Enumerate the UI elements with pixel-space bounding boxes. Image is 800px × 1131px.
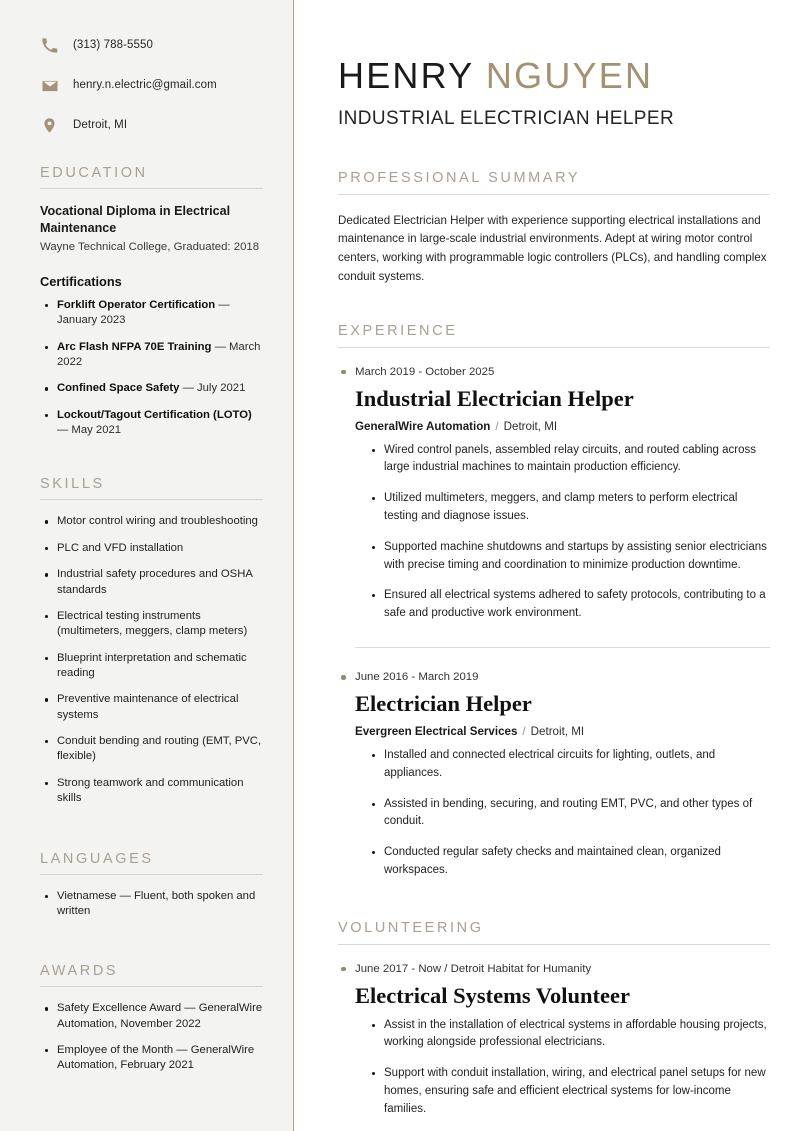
page-title — [338, 56, 770, 96]
list-item — [56, 340, 263, 371]
certification-name: Lockout/Tagout Certification (LOTO) — [57, 408, 252, 421]
contact-phone — [40, 36, 263, 55]
skills-divider — [40, 499, 263, 500]
entry-bullets — [338, 442, 770, 624]
section-languages — [40, 851, 263, 920]
entry-date: June 2017 - Now / Detroit Habitat for Humanity — [355, 962, 770, 977]
certifications-heading: Certifications — [40, 273, 122, 289]
entry-bullets — [338, 747, 770, 880]
list-item: Motor control wiring and troubleshooting — [56, 514, 263, 529]
experience-entry — [338, 365, 770, 623]
organization-name: Evergreen Electrical Services — [355, 724, 518, 738]
job-title: INDUSTRIAL ELECTRICIAN HELPER — [338, 107, 675, 129]
list-item: Installed and connected electrical circuits for lighting, outlets, and appliances. — [384, 747, 770, 783]
entry-title: Industrial Electrician Helper — [355, 385, 634, 411]
entry-date: March 2019 - October 2025 — [355, 365, 770, 380]
awards-divider — [40, 986, 263, 987]
certification-date: — May 2021 — [57, 424, 122, 437]
entry-location: Detroit, MI — [503, 419, 558, 433]
entry-date: June 2016 - March 2019 — [355, 670, 770, 685]
list-item — [56, 298, 263, 329]
main-content — [294, 0, 800, 1131]
email-text: henry.n.electric@gmail.com — [73, 79, 217, 92]
summary-heading: PROFESSIONAL SUMMARY — [338, 169, 581, 186]
list-item: Safety Excellence Award — GeneralWire Automation, November 2022 — [56, 1001, 263, 1032]
list-item: Vietnamese — Fluent, both spoken and written — [56, 889, 263, 920]
entry-bullets — [338, 1017, 770, 1119]
section-professional-summary — [338, 170, 770, 287]
education-heading: EDUCATION — [40, 165, 148, 181]
education-school: Wayne Technical College, Graduated: 2018 — [40, 241, 260, 254]
list-item: PLC and VFD installation — [56, 541, 263, 556]
location-text: Detroit, MI — [73, 119, 128, 132]
list-item: Electrical testing instruments (multimeters, meggers, clamp meters) — [56, 609, 263, 640]
list-item — [56, 408, 263, 439]
list-item: Utilized multimeters, meggers, and clamp meters to perform electrical testing and diagnose issues. — [384, 490, 770, 526]
contact-email — [40, 76, 263, 95]
entry-title: Electrician Helper — [355, 690, 532, 716]
section-experience — [338, 323, 770, 880]
first-name: HENRY — [338, 55, 474, 96]
education-divider — [40, 188, 263, 189]
entry-separator — [355, 647, 770, 648]
map-pin-icon — [40, 116, 59, 135]
section-skills — [40, 476, 263, 806]
list-item: Support with conduit installation, wiring, and electrical panel setups for new homes, ensuring safe and efficient electrical systems for low-income families. — [384, 1065, 770, 1118]
volunteering-entry — [338, 962, 770, 1119]
section-volunteering — [338, 920, 770, 1119]
list-item: Ensured all electrical systems adhered to safety protocols, contributing to a safe and productive work environment. — [384, 587, 770, 623]
certification-date: — July 2021 — [182, 382, 246, 395]
volunteering-heading: VOLUNTEERING — [338, 919, 484, 936]
awards-heading: AWARDS — [40, 963, 119, 980]
languages-heading: LANGUAGES — [40, 850, 154, 867]
list-item: Preventive maintenance of electrical systems — [56, 692, 263, 723]
summary-text: Dedicated Electrician Helper with experience supporting electrical installations and maintenance in large-scale industrial environments. Adept at wiring motor control centers, working with programmable logic controllers (PLCs), and handling complex conduit systems. — [338, 213, 767, 283]
list-item — [56, 381, 263, 396]
phone-text: (313) 788-5550 — [73, 39, 154, 52]
summary-divider — [338, 194, 770, 195]
certifications-list — [40, 298, 263, 439]
sidebar — [0, 0, 294, 1131]
certification-name: Arc Flash NFPA 70E Training — [57, 340, 212, 353]
organization-name: GeneralWire Automation — [355, 419, 491, 433]
languages-list — [40, 889, 263, 920]
volunteering-divider — [338, 944, 770, 945]
list-item: Wired control panels, assembled relay circuits, and routed cabling across large industrial machines to maintain production efficiency. — [384, 442, 770, 478]
section-awards — [40, 963, 263, 1073]
envelope-icon — [40, 76, 59, 95]
education-degree: Vocational Diploma in Electrical Maintenance — [40, 204, 231, 235]
certification-date: — March 2022 — [57, 340, 261, 369]
contact-list — [40, 36, 263, 135]
list-item: Assist in the installation of electrical systems in affordable housing projects, working alongside professional electricians. — [384, 1017, 770, 1053]
separator: / — [495, 419, 499, 433]
certification-date: — January 2023 — [57, 298, 230, 327]
list-item: Conduit bending and routing (EMT, PVC, flexible) — [56, 734, 263, 765]
skills-list — [40, 514, 263, 806]
separator: / — [522, 724, 526, 738]
last-name: NGUYEN — [485, 55, 654, 96]
section-education — [40, 165, 263, 438]
awards-list — [40, 1001, 263, 1073]
list-item: Industrial safety procedures and OSHA standards — [56, 567, 263, 598]
list-item: Conducted regular safety checks and maintained clean, organized workspaces. — [384, 844, 770, 880]
contact-location — [40, 116, 263, 135]
experience-entry — [338, 670, 770, 880]
list-item: Employee of the Month — GeneralWire Automation, February 2021 — [56, 1043, 263, 1074]
list-item: Strong teamwork and communication skills — [56, 776, 263, 807]
list-item: Supported machine shutdowns and startups by assisting senior electricians with precise timing and coordination to minimize production downtime. — [384, 539, 770, 575]
experience-divider — [338, 347, 770, 348]
entry-organization — [355, 420, 770, 433]
list-item: Blueprint interpretation and schematic reading — [56, 651, 263, 682]
entry-location: Detroit, MI — [530, 724, 585, 738]
experience-heading: EXPERIENCE — [338, 322, 458, 339]
skills-heading: SKILLS — [40, 476, 105, 493]
entry-organization — [355, 725, 770, 738]
list-item: Assisted in bending, securing, and routing EMT, PVC, and other types of conduit. — [384, 796, 770, 832]
certification-name: Confined Space Safety — [57, 382, 180, 395]
languages-divider — [40, 874, 263, 875]
certification-name: Forklift Operator Certification — [57, 298, 216, 311]
phone-icon — [40, 36, 59, 55]
entry-title: Electrical Systems Volunteer — [355, 982, 630, 1008]
